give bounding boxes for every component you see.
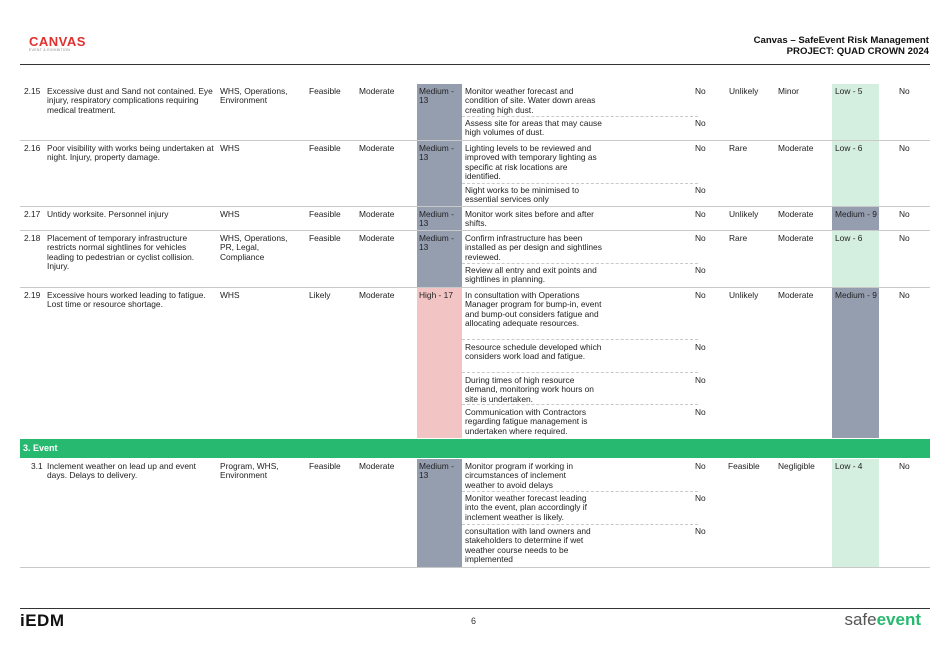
control-text: Monitor work sites before and after shifts.	[465, 209, 594, 229]
consequence-text: Moderate	[359, 233, 395, 243]
row-divider	[20, 140, 930, 141]
document-title	[754, 36, 929, 57]
control-status: No	[695, 342, 706, 352]
control-text: Review all entry and exit points and sightlines in planning.	[465, 265, 597, 285]
likelihood-text: Feasible	[309, 209, 341, 219]
header-rule	[20, 64, 930, 65]
hazard-text: Placement of temporary infrastructure restricts normal sightlines for vehicles leading to pedestrian or cyclist collision. Injury.	[47, 233, 195, 272]
control-status: No	[695, 209, 706, 219]
control-text: Monitor weather forecast leading into the event, plan accordingly if inclement weather is likely.	[465, 493, 587, 522]
likelihood-text: Feasible	[309, 233, 341, 243]
row-divider	[20, 206, 930, 207]
row-divider	[20, 230, 930, 231]
control-status: No	[695, 86, 706, 96]
title-line-1: Canvas – SafeEvent Risk Management	[753, 35, 929, 46]
iedm-logo: iEDM	[20, 611, 65, 630]
initial-risk-text: Medium - 13	[419, 86, 454, 106]
control-text: consultation with land owners and stakeholders to determine if wet weather course needs to be implemented	[465, 526, 591, 565]
residual-risk-text: Medium - 9	[835, 290, 877, 300]
further-action-text: No	[899, 461, 910, 471]
further-action-text: No	[899, 233, 910, 243]
control-status: No	[695, 407, 706, 417]
control-text: Night works to be minimised to essential services only	[465, 185, 580, 205]
consequence-text: Moderate	[359, 143, 395, 153]
section-header-event	[20, 439, 930, 458]
footer-rule	[20, 608, 930, 609]
residual-likelihood-text: Unlikely	[729, 290, 759, 300]
row-id: 2.17	[24, 209, 41, 219]
safeevent-logo-safe: safe	[844, 610, 877, 629]
further-action-text: No	[899, 290, 910, 300]
hazard-text: Excessive hours worked leading to fatigue. Lost time or resource shortage.	[47, 290, 206, 310]
hazard-text: Inclement weather on lead up and event days. Delays to delivery.	[47, 461, 196, 481]
hazard-text: Poor visibility with works being undertaken at night. Injury, property damage.	[47, 143, 214, 163]
safeevent-logo-event: event	[876, 610, 921, 629]
residual-likelihood-text: Feasible	[728, 461, 760, 471]
control-text: Communication with Contractors regarding fatigue management is undertaken where required.	[465, 407, 588, 436]
control-text: Resource schedule developed which considers work load and fatigue.	[465, 342, 602, 362]
section-title: 3. Event	[23, 443, 58, 453]
row-divider	[20, 567, 930, 568]
responsible-text: WHS	[220, 143, 240, 153]
control-divider	[462, 372, 698, 373]
residual-consequence-text: Minor	[778, 86, 799, 96]
control-divider	[462, 491, 698, 492]
control-status: No	[695, 265, 706, 275]
residual-risk-text: Low - 5	[835, 86, 863, 96]
control-status: No	[695, 526, 706, 536]
residual-bg-3-1	[832, 459, 879, 567]
consequence-text: Moderate	[359, 290, 395, 300]
control-text: Monitor program if working in circumstances of inclement weather to avoid delays	[465, 461, 573, 490]
likelihood-text: Likely	[309, 290, 331, 300]
residual-likelihood-text: Unlikely	[729, 86, 759, 96]
residual-risk-text: Medium - 9	[835, 209, 877, 219]
initial-risk-text: Medium - 13	[419, 461, 454, 481]
control-status: No	[695, 233, 706, 243]
control-divider	[462, 339, 698, 340]
initial-risk-text: High - 17	[419, 290, 453, 300]
control-status: No	[695, 185, 706, 195]
control-status: No	[695, 290, 706, 300]
hazard-text: Untidy worksite. Personnel injury	[47, 209, 169, 219]
residual-consequence-text: Moderate	[778, 143, 814, 153]
control-divider	[462, 263, 698, 264]
likelihood-text: Feasible	[309, 143, 341, 153]
residual-likelihood-text: Rare	[729, 233, 748, 243]
page-number: 6	[471, 616, 477, 626]
residual-likelihood-text: Rare	[729, 143, 748, 153]
control-text: Assess site for areas that may cause high volumes of dust.	[465, 118, 602, 138]
control-divider	[462, 183, 698, 184]
likelihood-text: Feasible	[309, 461, 341, 471]
control-text: In consultation with Operations Manager program for bump-in, event and bump-out considers fatigue and allocating adequate resources.	[465, 290, 602, 329]
further-action-text: No	[899, 143, 910, 153]
control-text: Lighting levels to be reviewed and improved with temporary lighting as specific at risk locations are identified.	[465, 143, 597, 182]
residual-risk-text: Low - 6	[835, 143, 863, 153]
initial-risk-text: Medium - 13	[419, 143, 454, 163]
consequence-text: Moderate	[359, 86, 395, 96]
initial-risk-text: Medium - 13	[419, 233, 454, 253]
hazard-text: Excessive dust and Sand not contained. Eye injury, respiratory complications requiring medical treatment.	[47, 86, 213, 115]
consequence-text: Moderate	[359, 461, 395, 471]
row-id: 2.15	[24, 86, 41, 96]
residual-bg-2-19	[832, 288, 879, 438]
residual-consequence-text: Negligible	[778, 461, 815, 471]
canvas-logo-subtext: EVENT & EXHIBITION	[29, 48, 71, 52]
control-status: No	[695, 375, 706, 385]
initial-risk-text: Medium - 13	[419, 209, 454, 229]
residual-consequence-text: Moderate	[778, 233, 814, 243]
canvas-logo: CANVAS	[29, 34, 86, 49]
residual-consequence-text: Moderate	[778, 290, 814, 300]
control-status: No	[695, 493, 706, 503]
title-line-2: PROJECT: QUAD CROWN 2024	[786, 45, 929, 57]
control-status: No	[695, 143, 706, 153]
consequence-text: Moderate	[359, 209, 395, 219]
responsible-text: WHS, Operations, PR, Legal, Compliance	[220, 233, 288, 262]
residual-likelihood-text: Unlikely	[729, 209, 759, 219]
control-status: No	[695, 461, 706, 471]
likelihood-text: Feasible	[309, 86, 341, 96]
control-text: During times of high resource demand, monitoring work hours on site is undertaken.	[465, 375, 594, 404]
responsible-text: Program, WHS, Environment	[220, 461, 279, 481]
row-id: 2.18	[24, 233, 41, 243]
safeevent-logo	[844, 610, 921, 630]
control-divider	[462, 524, 698, 525]
residual-risk-text: Low - 4	[835, 461, 863, 471]
further-action-text: No	[899, 209, 910, 219]
row-id: 2.16	[24, 143, 41, 153]
risk-bg-2-19	[417, 288, 462, 438]
responsible-text: WHS, Operations, Environment	[220, 86, 288, 106]
control-status: No	[695, 118, 706, 128]
responsible-text: WHS	[220, 209, 240, 219]
row-id: 2.19	[24, 290, 41, 300]
control-text: Monitor weather forecast and condition of site. Water down areas creating high dust.	[465, 86, 596, 115]
residual-consequence-text: Moderate	[778, 209, 814, 219]
row-divider	[20, 287, 930, 288]
responsible-text: WHS	[220, 290, 240, 300]
control-text: Confirm infrastructure has been installed as per design and sightlines reviewed.	[465, 233, 602, 262]
residual-risk-text: Low - 6	[835, 233, 863, 243]
control-divider	[462, 116, 698, 117]
further-action-text: No	[899, 86, 910, 96]
row-id: 3.1	[31, 461, 43, 471]
